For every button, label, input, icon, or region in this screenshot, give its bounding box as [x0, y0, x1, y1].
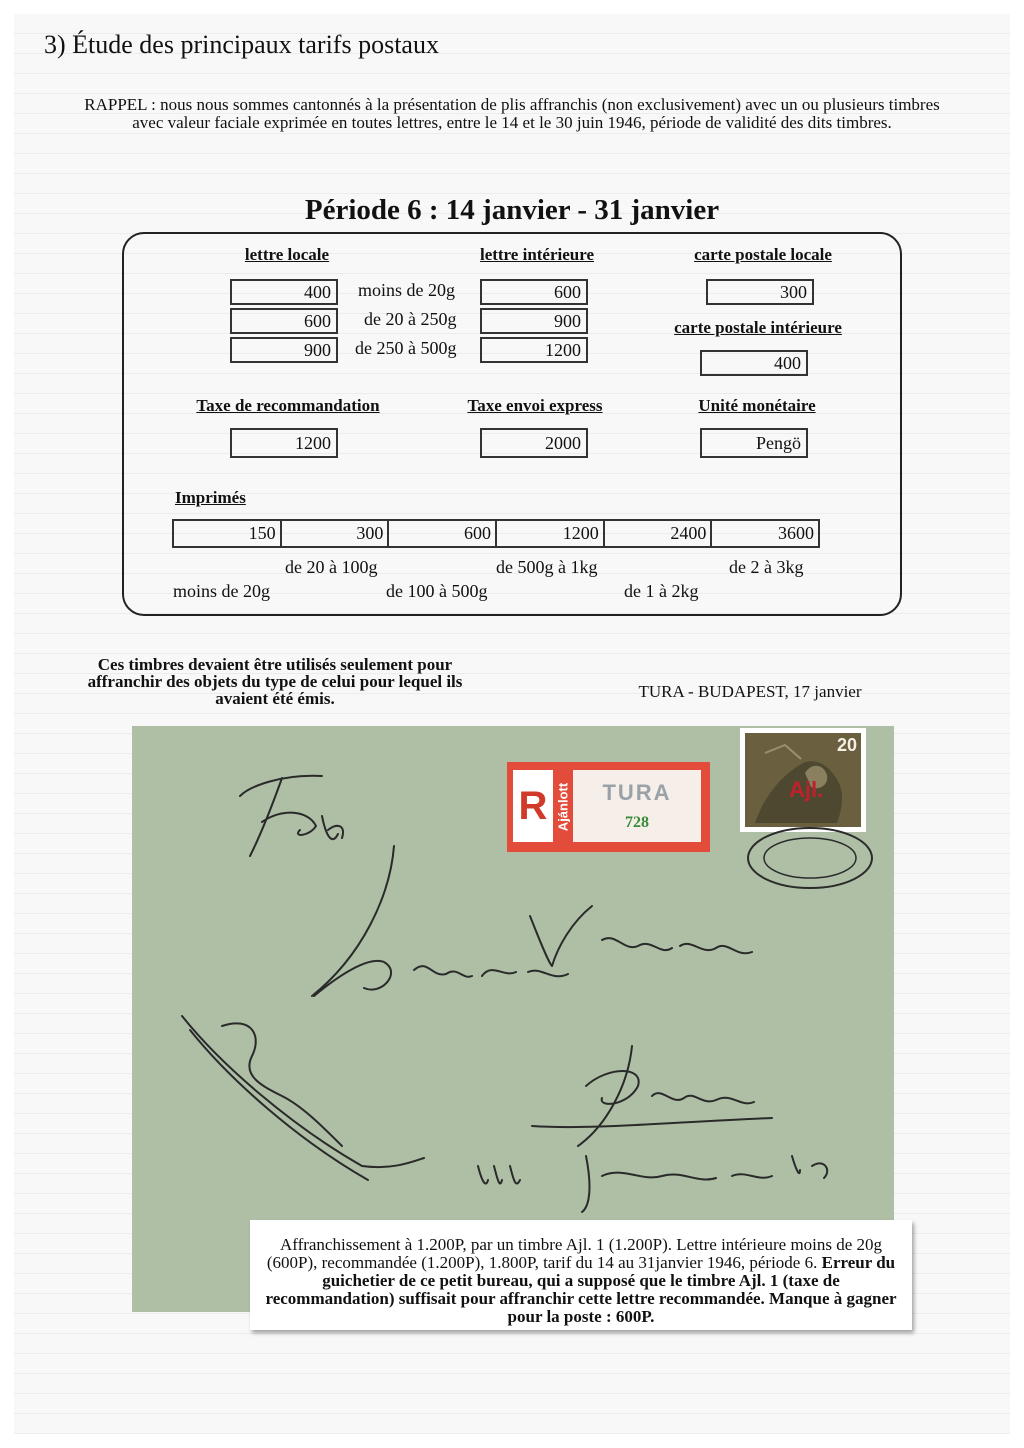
registration-number: 728: [625, 814, 649, 831]
postage-stamp: [740, 728, 866, 832]
period-title: Période 6 : 14 janvier - 31 janvier: [304, 194, 720, 226]
printed-matter-value: 300: [282, 521, 390, 546]
currency-header: Unité monétaire: [698, 396, 816, 415]
local-postcard-header: carte postale locale: [694, 245, 832, 264]
registration-label: [507, 762, 710, 852]
printed-matter-value: 3600: [778, 523, 815, 543]
registration-value: 1200: [230, 428, 338, 458]
printed-weight-label: de 20 à 100g: [285, 557, 378, 577]
printed-weight-label: moins de 20g: [173, 581, 270, 601]
registration-field: [573, 770, 701, 842]
description-text: Affranchissement à 1.200P, par un timbre Ajl. 1 (1.200P). Lettre intérieure moins de 20g (600P), recommandée (1.200P), 1.800P, tarif du 14 au 31janvier 1946, période 6.: [266, 1235, 883, 1272]
weight-label: de 250 à 500g: [355, 338, 457, 358]
local-letter-header: lettre locale: [244, 245, 330, 264]
printed-matter-header: Imprimés: [175, 488, 246, 507]
stamp-value: 20: [836, 735, 857, 755]
description-error-text: Erreur du guichetier de ce petit bureau, qui a supposé que le timbre Ajl. 1 (taxe de recommandation) suffisait pour affranchir cette lettre recommandée. Manque à gagner pour la poste : 600P.: [265, 1253, 897, 1326]
local-letter-value: 600: [230, 308, 338, 334]
stamp-image: [745, 733, 861, 827]
printed-weight-label: de 100 à 500g: [386, 581, 488, 601]
registration-town: TURA: [602, 780, 672, 805]
printed-matter-value: 150: [174, 521, 282, 546]
local-letter-value: 900: [230, 337, 338, 363]
usage-note: Ces timbres devaient être utilisés seulement pour affranchir des objets du type de celui pour lequel ils avaient été émis.: [87, 655, 463, 708]
printed-matter-value: 1200: [497, 521, 605, 546]
local-postcard-value: 300: [706, 279, 814, 305]
page-heading: 3) Étude des principaux tarifs postaux: [44, 30, 439, 59]
printed-matter-value: 600: [389, 521, 497, 546]
domestic-letter-value: 900: [480, 308, 588, 334]
printed-weight-label: de 500g à 1kg: [496, 557, 598, 577]
weight-label: de 20 à 250g: [364, 309, 457, 329]
printed-matter-value: 2400: [605, 521, 713, 546]
reminder-text: RAPPEL : nous nous sommes cantonnés à la présentation de plis affranchis (non exclusivement) avec un ou plusieurs timbres avec valeur faciale exprimée en toutes lettres, entre le 14 et le 30 juin 1946, période de validité des dits timbres.: [84, 95, 940, 132]
currency-value: Pengö: [700, 428, 808, 458]
stamp-overprint: Ajl.: [789, 777, 824, 802]
postmark-icon: [740, 818, 880, 894]
printed-matter-row: [172, 519, 820, 548]
domestic-letter-value: 1200: [480, 337, 588, 363]
express-header: Taxe envoi express: [467, 396, 603, 415]
registration-r: R: [513, 770, 553, 842]
cover-description: [250, 1220, 912, 1330]
route-caption: TURA - BUDAPEST, 17 janvier: [638, 682, 862, 701]
express-value: 2000: [480, 428, 588, 458]
registration-word: Ajánlott: [555, 782, 571, 832]
local-letter-value: 400: [230, 279, 338, 305]
domestic-letter-header: lettre intérieure: [479, 245, 595, 264]
registration-header: Taxe de recommandation: [196, 396, 380, 415]
printed-weight-label: de 2 à 3kg: [729, 557, 804, 577]
weight-label: moins de 20g: [358, 280, 455, 300]
domestic-postcard-value: 400: [700, 350, 808, 376]
domestic-letter-value: 600: [480, 279, 588, 305]
printed-weight-label: de 1 à 2kg: [624, 581, 699, 601]
domestic-postcard-header: carte postale intérieure: [674, 318, 842, 337]
